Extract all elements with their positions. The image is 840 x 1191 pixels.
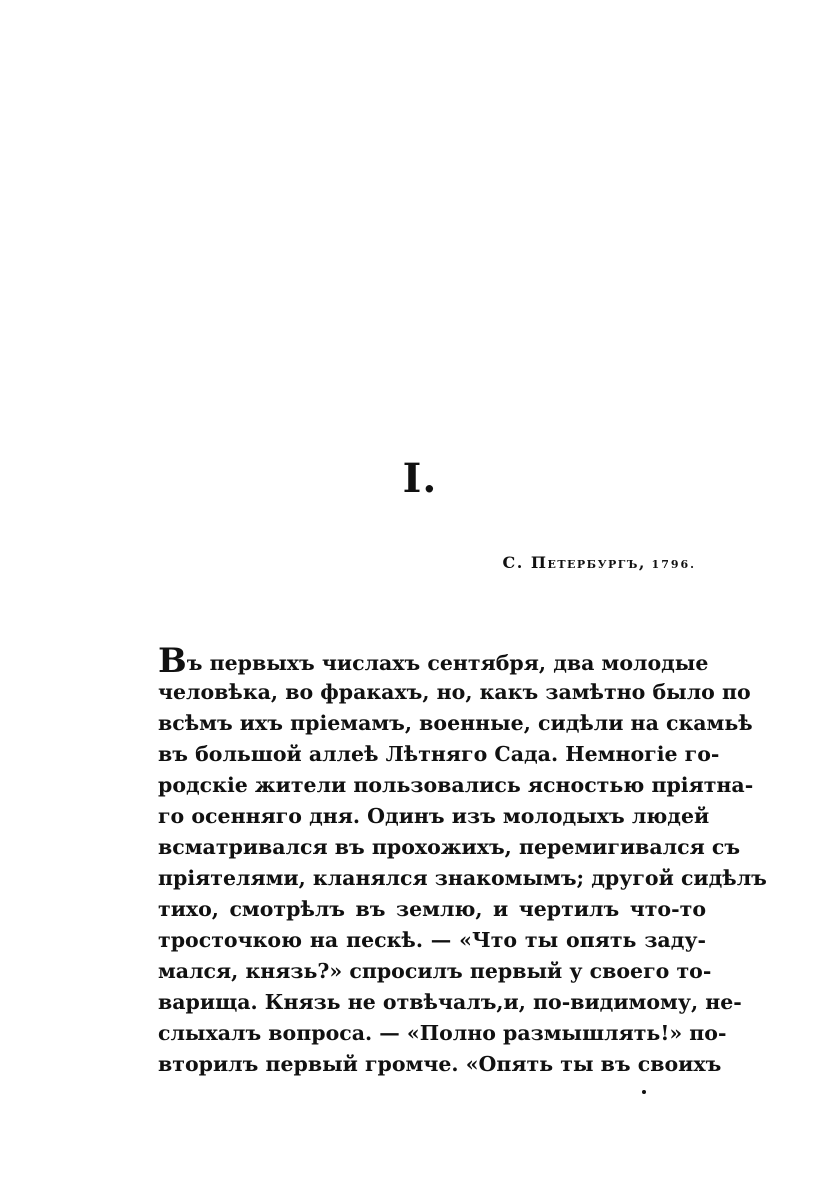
text-line: въ большой аллеѣ Лѣтняго Сада. Немногіе го- — [158, 742, 720, 766]
chapter-number: I. — [402, 455, 438, 502]
dateline-year: 1796. — [651, 558, 696, 571]
text-line: мался, князь?» спросилъ первый у своего то- — [158, 959, 712, 983]
dateline — [502, 553, 696, 572]
text-line-content: ъ первыхъ числахъ сентября, два молодые — [186, 651, 709, 675]
text-line: пріятелями, кланялся знакомымъ; другой сидѣлъ — [158, 866, 767, 890]
text-line: вторилъ первый громче. «Опять ты въ своихъ — [158, 1052, 722, 1076]
text-line: слыхалъ вопроса. — «Полно размышлять!» по- — [158, 1021, 727, 1045]
text-line: всматривался въ прохожихъ, перемигивался съ — [158, 835, 741, 859]
text-line: тросточкою на пескѣ. — «Что ты опять заду- — [158, 928, 706, 952]
text-line: человѣка, во фракахъ, но, какъ замѣтно было по — [158, 680, 751, 704]
text-line: всѣмъ ихъ пріемамъ, военные, сидѣли на скамьѣ — [158, 711, 753, 735]
text-line: го осенняго дня. Одинъ изъ молодыхъ людей — [158, 804, 710, 828]
dateline-city: С. Петербургъ, — [502, 553, 646, 572]
chapter-body-text — [158, 641, 767, 1080]
text-line: тихо, смотрѣлъ въ землю, и чертилъ что-то — [158, 897, 706, 921]
text-line — [158, 641, 709, 681]
text-line: варища. Князь не отвѣчалъ,и, по-видимому, не- — [158, 990, 742, 1014]
ink-speck — [642, 1090, 646, 1094]
text-line: родскіе жители пользовались ясностью пріятна- — [158, 773, 754, 797]
drop-cap: В — [158, 641, 187, 681]
